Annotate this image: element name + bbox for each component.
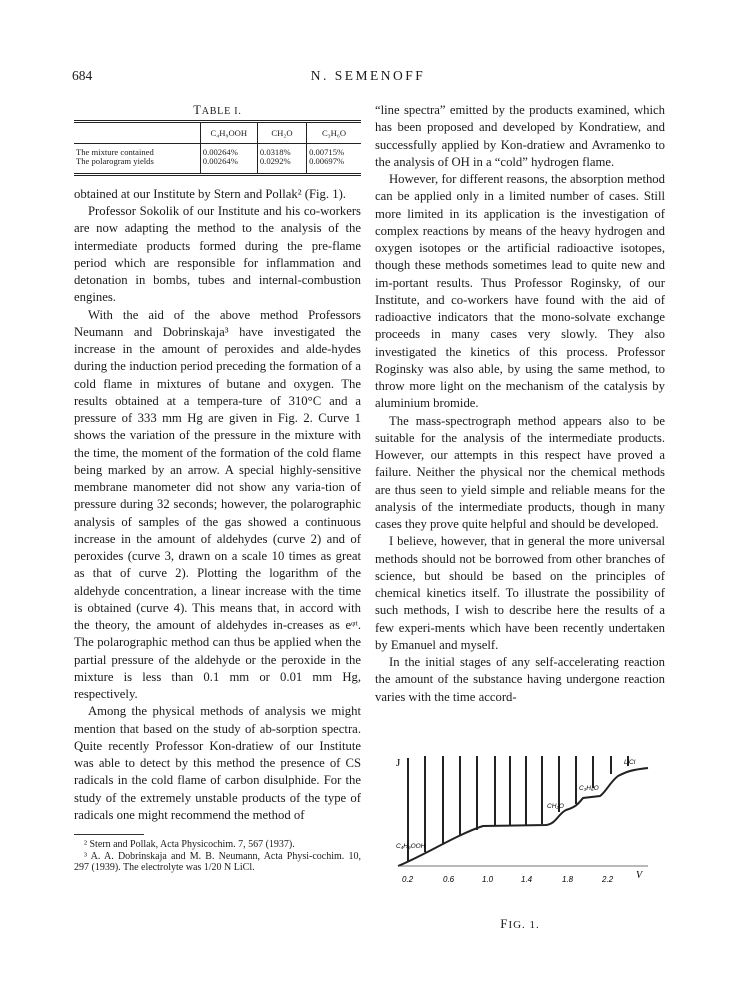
polarogram-plot <box>378 752 668 912</box>
body-paragraph: With the aid of the above method Professors Neumann and Dobrinskaja³ have investigated the increase in the amount of peroxides and alde-hydes during the induction period preceding the formation of a cold flame in mixtures of butane and oxygen. The results obtained at a tempera-ture of 310°C and a pressure of 333 mm Hg are given in Fig. 2. Curve 1 shows the variation of the pressure in the mixture with the time, the moment of the formation of the cold flame being marked by an arrow. A special highly-sensitive membrane manometer did not show any varia-tion of pressure during 32 seconds; however, the polarographic analysis of samples of the gas showed a continuous increase in the amount of aldehydes (curve 2) and of peroxides (curve 3, drawn on a scale 10 times as great as that of curve 2). Plotting the logarithm of the aldehyde concentration, a linear increase with the time is obtained (curve 4). This means that, in accord with the theory, the amount of aldehydes in-creases as eᵠᵗ. The polarographic method can thus be applied when the partial pressure of the aldehyde or the peroxide in the mixture is less than 0.1 mm or 0.01 mm Hg, respectively. <box>74 307 361 701</box>
y-axis-label: J <box>396 757 401 769</box>
table-cell: 0.00697% <box>307 157 361 174</box>
running-head: N. SEMENOFF <box>310 68 426 83</box>
page-number: 684 <box>72 68 93 83</box>
footnote: ² Stern and Pollak, Acta Physicochim. 7, 567 (1937). <box>84 839 295 850</box>
curve-label: CH₂O <box>547 803 564 810</box>
body-paragraph: obtained at our Institute by Stern and Pollak² (Fig. 1). <box>74 186 346 201</box>
table-caption-rest: ABLE I. <box>201 106 242 117</box>
footnote: ³ A. A. Dobrinskaja and M. B. Neumann, Acta Physi-cochim. 10, 297 (1939). The electrolyte was 1/20 N LiCl. <box>74 850 361 873</box>
right-column <box>375 102 665 706</box>
body-paragraph: I believe, however, that in general the more universal methods should not be borrowed from other branches of science, but should be based on the principles of chemical kinetics itself. To illustrate the possibility of such methods, I wish to describe here the results of a few experi-ments which have been recently undertaken by Emanuel and myself. <box>375 534 665 652</box>
table-1 <box>74 120 361 176</box>
polarogram-curve <box>398 768 648 866</box>
table-cell: 0.0318% <box>257 143 306 157</box>
body-paragraph: The mass-spectrograph method appears also to be suitable for the analysis of the intermediate products. However, our attempts in this respect have proved a failure. Neither the physical nor the chemical methods are thus seen to yield simple and reliable means for the analysis of the intermediate products, though in many cases they prove quite helpful and should be developed. <box>375 413 665 531</box>
figure-caption-initial: F <box>500 916 509 931</box>
table-header-cell: CH₂O <box>257 122 306 144</box>
table-header-row <box>74 122 361 144</box>
table-header-cell: C₃H₆O <box>307 122 361 144</box>
body-paragraph: In the initial stages of any self-accelerating reaction the amount of the substance having undergone reaction varies with the time accord- <box>375 655 665 704</box>
table-cell: The polarogram yields <box>76 156 154 167</box>
body-paragraph: “line spectra” emitted by the products examined, which has been proposed and developed by Kondratiew, and successfully applied by Kon-dratiew and Avramenko to the analysis of OH in a “cold” hydrogen flame. <box>375 103 665 169</box>
page-header <box>72 68 664 88</box>
footnote-rule <box>74 834 144 835</box>
left-column <box>74 102 361 874</box>
table-cell: 0.00264% <box>200 143 257 157</box>
x-tick-label: 1.0 <box>482 875 494 884</box>
curve-label: C₃H₆O <box>579 785 599 792</box>
figure-caption-rest: IG. 1. <box>508 919 540 931</box>
table-caption <box>74 102 361 120</box>
x-tick-label: 1.8 <box>562 875 574 884</box>
curve-label: C₄H₉OOH <box>396 843 426 850</box>
body-paragraph: However, for different reasons, the absorption method can be applied only in a limited number of cases. Still more limited in its application is the investigation of complex reactions by means of the heavy hydrogen and oxygen isotopes or the artificial radioactive isotopes, though these methods sometimes lead to quite new and im-portant results. Thus Professor Roginsky, of our Institute, and co-workers have found with the aid of radioactive indicators that the mono-solvate exchange proceeds in many cases very slowly. They also investigated the kinetics of this process. Professor Roginsky was also able, by using the same method, to throw more light on the mechanism of the catalysis by aluminium bromide. <box>375 172 665 411</box>
table-cell: 0.00264% <box>200 157 257 174</box>
x-tick-label: 2.2 <box>602 875 614 884</box>
table-row <box>74 143 361 157</box>
table-header-cell <box>74 122 200 144</box>
table-header-cell: C₄H₉OOH <box>200 122 257 144</box>
table-cell: 0.00715% <box>307 143 361 157</box>
x-tick-label: 0.6 <box>443 875 455 884</box>
body-paragraph: Among the physical methods of analysis we might mention that based on the study of ab-sorption spectra. Quite recently Professor Kon-dratiew of our Institute was able to detect by this method the presence of CS radicals in the cold flame of carbon disulphide. For the study of the extremely unstable products of the type of radicals one might recommend the method of <box>74 704 361 822</box>
table-caption-initial: T <box>193 103 202 117</box>
x-axis-label: V <box>636 870 643 881</box>
table-cell: 0.0292% <box>257 157 306 174</box>
x-tick-label: 0.2 <box>402 875 414 884</box>
table-row <box>74 157 361 174</box>
table-cell: The mixture contained <box>76 146 154 157</box>
x-tick-label: 1.4 <box>521 875 533 884</box>
figure-caption <box>375 916 665 932</box>
body-paragraph: Professor Sokolik of our Institute and his co-workers are now adapting the method to the analysis of the intermediate products formed during the pre-flame period which are responsible for inflammation and detonation in bombs, tubes and internal-combustion engines. <box>74 204 361 305</box>
curve-label: LiCl <box>624 759 636 766</box>
